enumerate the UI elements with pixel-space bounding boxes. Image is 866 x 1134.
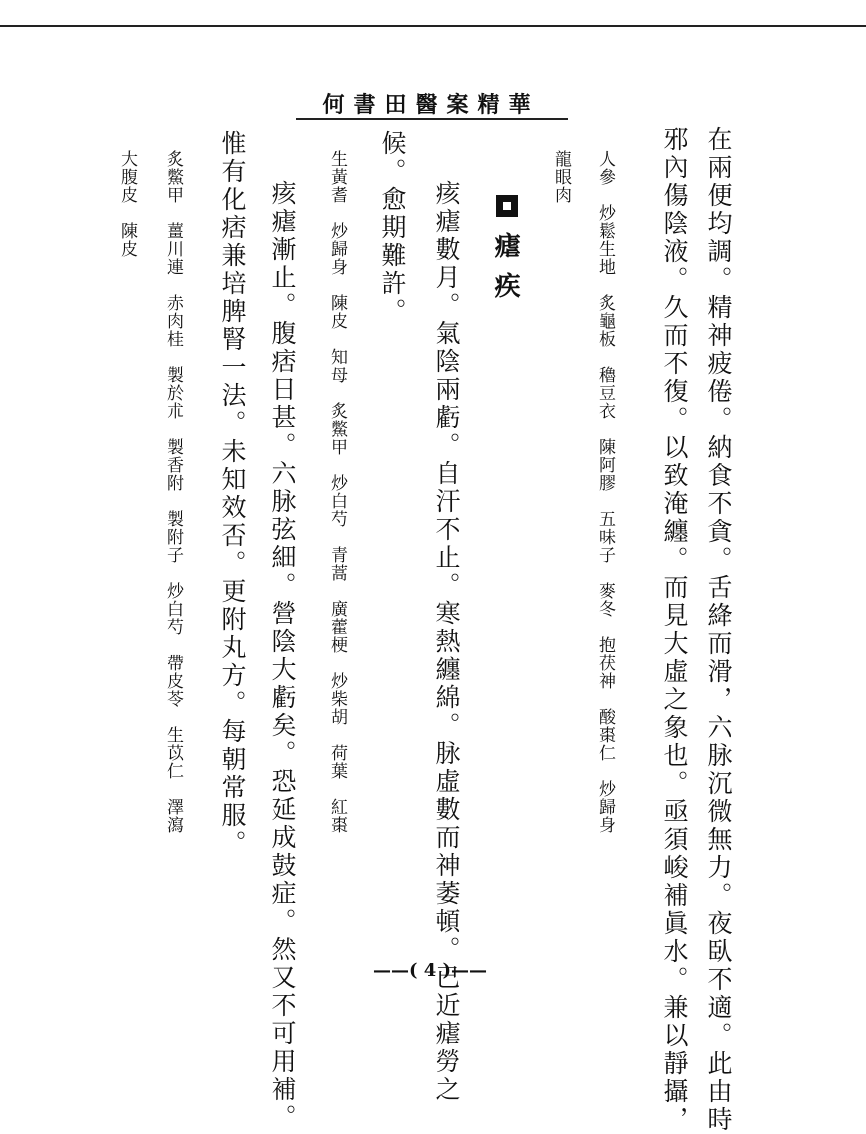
section-marker-icon bbox=[496, 195, 518, 217]
top-rule bbox=[0, 25, 866, 27]
text-line-5: 痎瘧漸止。腹痞日甚。六脉弦細。營陰大虧矣。恐延成鼓症。然又不可用補。 bbox=[268, 180, 297, 1132]
prescription-line-1: 人參 炒鬆生地 炙龜板 穭豆衣 陳阿膠 五味子 麥冬 抱茯神 酸棗仁 炒歸身 bbox=[595, 150, 615, 834]
section-title: 瘧疾 bbox=[490, 232, 520, 312]
prescription-line-2: 龍眼肉 bbox=[551, 150, 571, 204]
prescription-line-3: 生黃耆 炒歸身 陳皮 知母 炙鱉甲 炒白芍 青蒿 廣藿梗 炒柴胡 荷葉 紅棗 bbox=[327, 150, 347, 834]
prescription-line-4: 炙鱉甲 薑川連 赤肉桂 製於朮 製香附 製附子 炒白芍 帶皮苓 生苡仁 澤瀉 bbox=[163, 150, 183, 834]
text-line-3: 痎瘧數月。氣陰兩虧。自汗不止。寒熱纏綿。脉虛數而神萎頓。已近瘧勞之 bbox=[432, 180, 461, 1104]
text-line-6: 惟有化痞兼培脾腎一法。未知效否。更附丸方。每朝常服。 bbox=[218, 130, 247, 858]
text-line-4: 候。愈期難許。 bbox=[378, 130, 407, 326]
prescription-line-5: 大腹皮 陳皮 bbox=[117, 150, 137, 258]
text-line-2: 邪內傷陰液。久而不復。以致淹纏。而見大虛之象也。亟須峻補眞水。兼以靜攝， bbox=[660, 126, 689, 1134]
page-number: ——( 4 )—— bbox=[372, 960, 488, 981]
page-header-title: 何書田醫案精華 bbox=[322, 92, 540, 118]
header-rule bbox=[296, 118, 568, 120]
text-line-1: 在兩便均調。精神疲倦。納食不貪。舌絳而滑，六脉沉微無力。夜臥不適。此由時 bbox=[704, 126, 733, 1134]
